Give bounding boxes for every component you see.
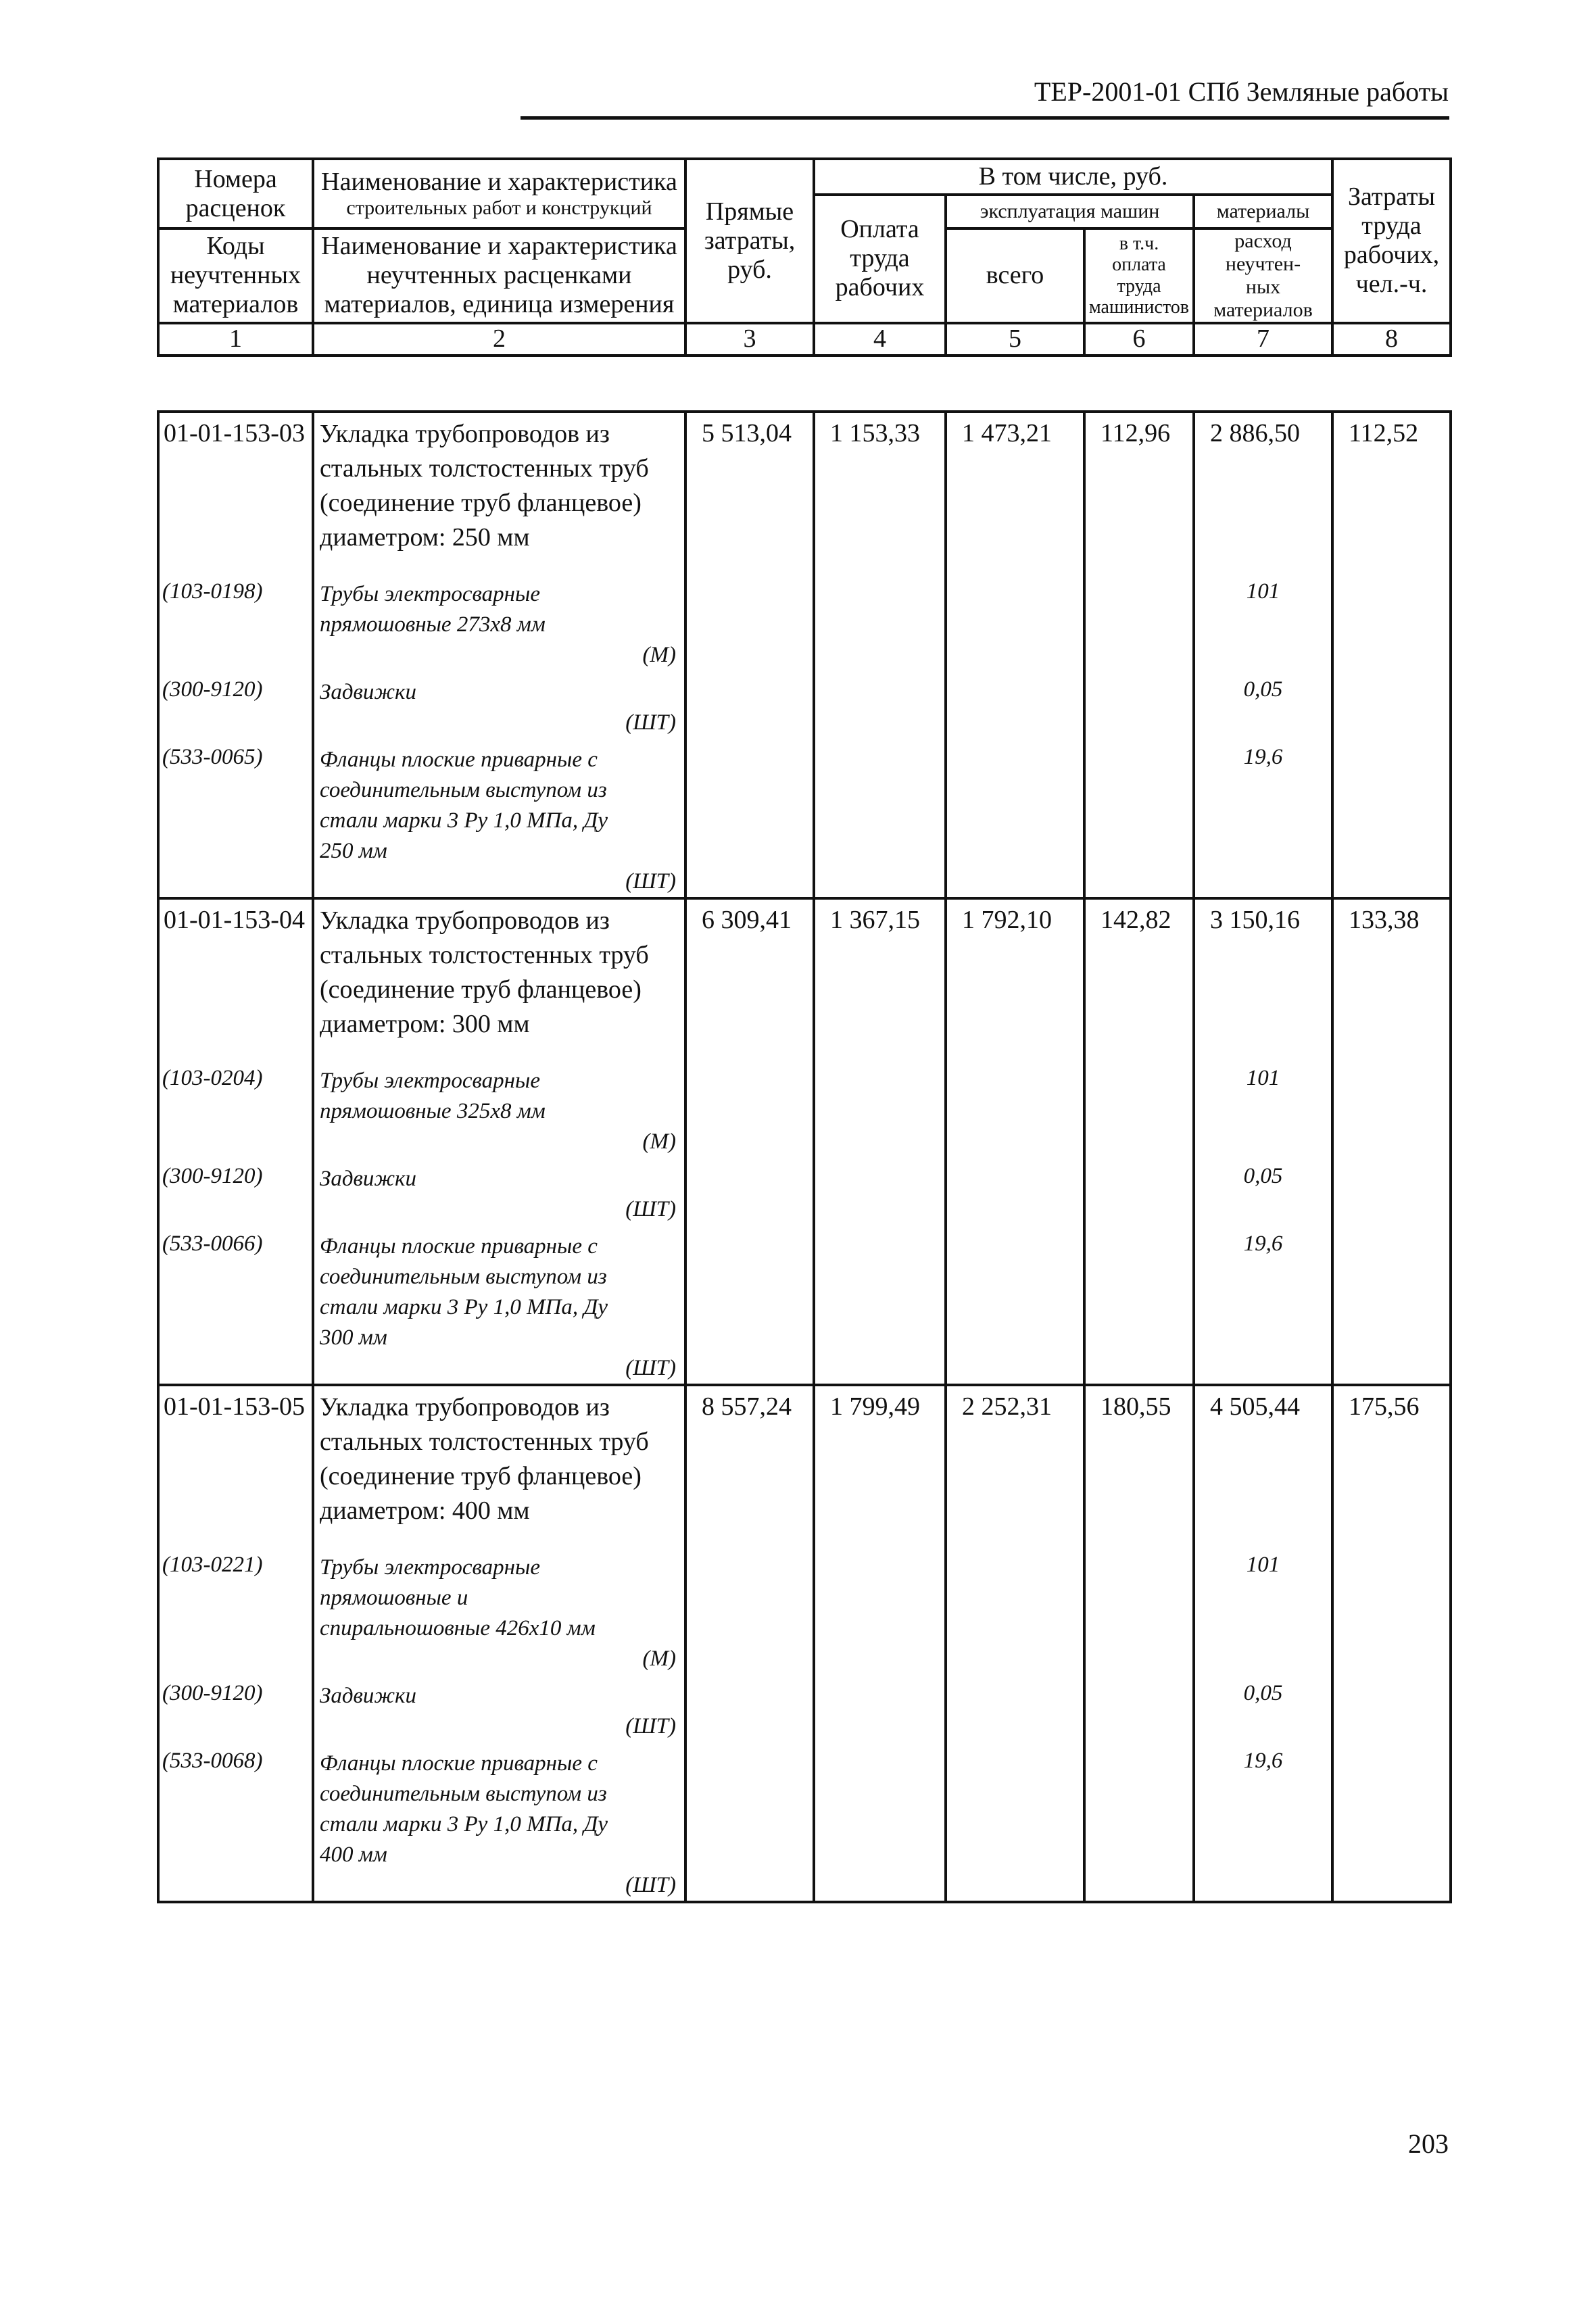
column-number: 7 [1194,323,1332,356]
rate-name-line: (соединение труб фланцевое) [320,1462,642,1490]
material-row [158,1059,1451,1157]
material-unit: (ШТ) [625,1356,676,1380]
material-unit: (ШТ) [625,1714,676,1738]
empty-cell [1332,1742,1451,1902]
material-unit: (ШТ) [625,869,676,894]
material-code: (300-9120) [158,1157,313,1225]
empty-cell [946,1546,1084,1674]
header-machinist-pay: в т.ч. оплата труда машинистов [1084,228,1194,323]
rate-row [158,412,1451,555]
material-unit: (ШТ) [625,1197,676,1221]
header-including-group: В том числе, руб. [814,159,1332,195]
rate-name-line: стальных толстостенных труб [320,454,649,483]
row-spacer [158,1528,1451,1546]
empty-cell [1332,1225,1451,1385]
column-number: 2 [313,323,685,356]
header-machines-total: всего [946,228,1084,323]
rate-name [313,1385,685,1528]
material-code: (103-0204) [158,1059,313,1157]
empty-cell [685,1059,814,1157]
material-unit: (ШТ) [625,710,676,735]
material-quantity: 19,6 [1194,1225,1332,1385]
empty-cell [685,1674,814,1742]
rate-name-line: (соединение труб фланцевое) [320,489,642,517]
material-name [313,671,685,738]
header-unaccounted-codes: Коды неучтенных материалов [158,228,313,323]
rate-name [313,898,685,1042]
material-name-line: 250 мм [320,839,387,863]
rate-name-line: Укладка трубопроводов из [320,906,610,935]
material-quantity: 0,05 [1194,1157,1332,1225]
material-unit: (ШТ) [625,1873,676,1897]
empty-cell [814,1059,946,1157]
empty-cell [814,1674,946,1742]
material-name-line: стали марки 3 Ру 1,0 МПа, Ду [320,1812,608,1836]
empty-cell [1084,1059,1194,1157]
header-materials: материалы [1194,195,1332,228]
labor-pay: 1 367,15 [814,898,946,1042]
rate-name-line: диаметром: 300 мм [320,1010,530,1038]
material-row [158,1546,1451,1674]
empty-cell [1084,738,1194,898]
empty-cell [946,671,1084,738]
page-number: 203 [1408,2128,1449,2159]
empty-cell [1084,1157,1194,1225]
material-name-line: стали марки 3 Ру 1,0 МПа, Ду [320,808,608,833]
material-row [158,1157,1451,1225]
empty-cell [946,1157,1084,1225]
labor-hours: 175,56 [1332,1385,1451,1528]
material-name [313,738,685,898]
empty-cell [814,1546,946,1674]
material-name-line: Фланцы плоские приварные с [320,1234,598,1259]
empty-cell [685,738,814,898]
empty-cell [685,1157,814,1225]
material-row [158,1742,1451,1902]
empty-cell [685,572,814,671]
header-machines: эксплуатация машин [946,195,1194,228]
material-row [158,1674,1451,1742]
material-row [158,1225,1451,1385]
material-name-line: стали марки 3 Ру 1,0 МПа, Ду [320,1295,608,1319]
material-quantity: 101 [1194,1546,1332,1674]
material-name [313,572,685,671]
material-name-line: Трубы электросварные [320,582,540,606]
rate-name-line: стальных толстостенных труб [320,941,649,969]
direct-cost: 6 309,41 [685,898,814,1042]
material-unit: (М) [642,643,676,667]
labor-hours: 133,38 [1332,898,1451,1042]
empty-cell [814,1225,946,1385]
empty-cell [1332,1674,1451,1742]
material-name [313,1225,685,1385]
empty-cell [1332,1157,1451,1225]
labor-pay: 1 153,33 [814,412,946,555]
empty-cell [946,1225,1084,1385]
header-direct-cost: Прямые затраты, руб. [685,159,814,323]
column-number: 5 [946,323,1084,356]
empty-cell [1084,671,1194,738]
empty-cell [685,1546,814,1674]
materials-cost: 2 886,50 [1194,412,1332,555]
empty-cell [685,1225,814,1385]
header-work-name: Наименование и характеристика строительных работ и конструкций [313,159,685,228]
material-name-line: прямошовные 273х8 мм [320,612,546,637]
material-name-line: прямошовные 325х8 мм [320,1099,546,1123]
title-rule [521,116,1449,120]
machines-total: 1 792,10 [946,898,1084,1042]
column-number: 3 [685,323,814,356]
material-code: (300-9120) [158,671,313,738]
empty-cell [1084,572,1194,671]
document-title: ТЕР-2001-01 СПб Земляные работы [1034,76,1449,107]
material-unit: (М) [642,1647,676,1671]
machinist-pay: 112,96 [1084,412,1194,555]
rate-name-line: (соединение труб фланцевое) [320,975,642,1004]
material-name-line: Задвижки [320,1684,416,1708]
header-labor-hours: Затраты труда рабочих, чел.-ч. [1332,159,1451,323]
material-name-line: Фланцы плоские приварные с [320,1751,598,1776]
material-name-line: Задвижки [320,1167,416,1191]
rate-name-line: диаметром: 400 мм [320,1496,530,1525]
empty-cell [1084,1742,1194,1902]
column-number: 4 [814,323,946,356]
material-code: (533-0065) [158,738,313,898]
material-row [158,671,1451,738]
material-name-line: 300 мм [320,1325,387,1350]
material-row [158,738,1451,898]
material-name-line: прямошовные и [320,1586,468,1610]
empty-cell [946,1059,1084,1157]
material-row [158,572,1451,671]
rate-name [313,412,685,555]
row-spacer [158,1042,1451,1059]
empty-cell [1084,1546,1194,1674]
header-material-name: Наименование и характеристика неучтенных расценками материалов, единица измерения [313,228,685,323]
material-name-line: Фланцы плоские приварные с [320,748,598,772]
material-unit: (М) [642,1129,676,1154]
machinist-pay: 180,55 [1084,1385,1194,1528]
material-name-line: соединительным выступом из [320,1782,607,1806]
empty-cell [685,1742,814,1902]
empty-cell [946,1674,1084,1742]
material-code: (300-9120) [158,1674,313,1742]
direct-cost: 5 513,04 [685,412,814,555]
material-code: (103-0198) [158,572,313,671]
labor-pay: 1 799,49 [814,1385,946,1528]
material-name [313,1546,685,1674]
header-rate-number: Номера расценок [158,159,313,228]
empty-cell [1332,572,1451,671]
material-quantity: 19,6 [1194,738,1332,898]
material-name [313,1157,685,1225]
empty-cell [946,738,1084,898]
material-name-line: Задвижки [320,680,416,704]
material-name-line: Трубы электросварные [320,1555,540,1580]
materials-cost: 4 505,44 [1194,1385,1332,1528]
rate-row [158,1385,1451,1528]
rate-name-line: диаметром: 250 мм [320,523,530,552]
labor-hours: 112,52 [1332,412,1451,555]
empty-cell [1084,1225,1194,1385]
material-code: (103-0221) [158,1546,313,1674]
column-number: 8 [1332,323,1451,356]
table-header [157,157,1452,357]
material-name-line: соединительным выступом из [320,1265,607,1289]
column-number: 6 [1084,323,1194,356]
materials-cost: 3 150,16 [1194,898,1332,1042]
material-quantity: 0,05 [1194,1674,1332,1742]
material-quantity: 101 [1194,1059,1332,1157]
rate-row [158,898,1451,1042]
header-labor-pay: Оплата труда рабочих [814,195,946,323]
material-code: (533-0066) [158,1225,313,1385]
empty-cell [1332,1546,1451,1674]
rate-code: 01-01-153-03 [158,412,313,555]
empty-cell [1332,671,1451,738]
machines-total: 2 252,31 [946,1385,1084,1528]
rate-code: 01-01-153-05 [158,1385,313,1528]
empty-cell [1332,1059,1451,1157]
empty-cell [814,738,946,898]
rate-name-line: Укладка трубопроводов из [320,420,610,448]
empty-cell [946,572,1084,671]
empty-cell [814,1742,946,1902]
empty-cell [814,572,946,671]
empty-cell [946,1742,1084,1902]
material-name [313,1059,685,1157]
material-name [313,1742,685,1902]
material-quantity: 0,05 [1194,671,1332,738]
rates-table [157,410,1452,1903]
machinist-pay: 142,82 [1084,898,1194,1042]
material-name-line: спиральношовные 426х10 мм [320,1616,596,1640]
material-name-line: соединительным выступом из [320,778,607,802]
material-quantity: 101 [1194,572,1332,671]
rate-code: 01-01-153-04 [158,898,313,1042]
material-quantity: 19,6 [1194,1742,1332,1902]
empty-cell [1332,738,1451,898]
rate-name-line: стальных толстостенных труб [320,1428,649,1456]
machines-total: 1 473,21 [946,412,1084,555]
empty-cell [1084,1674,1194,1742]
empty-cell [814,671,946,738]
row-spacer [158,555,1451,572]
rate-name-line: Укладка трубопроводов из [320,1393,610,1421]
column-number: 1 [158,323,313,356]
material-name-line: 400 мм [320,1843,387,1867]
material-code: (533-0068) [158,1742,313,1902]
material-name-line: Трубы электросварные [320,1069,540,1093]
material-name [313,1674,685,1742]
header-material-consumption: расход неучтен- ных материалов [1194,228,1332,323]
empty-cell [814,1157,946,1225]
empty-cell [685,671,814,738]
direct-cost: 8 557,24 [685,1385,814,1528]
